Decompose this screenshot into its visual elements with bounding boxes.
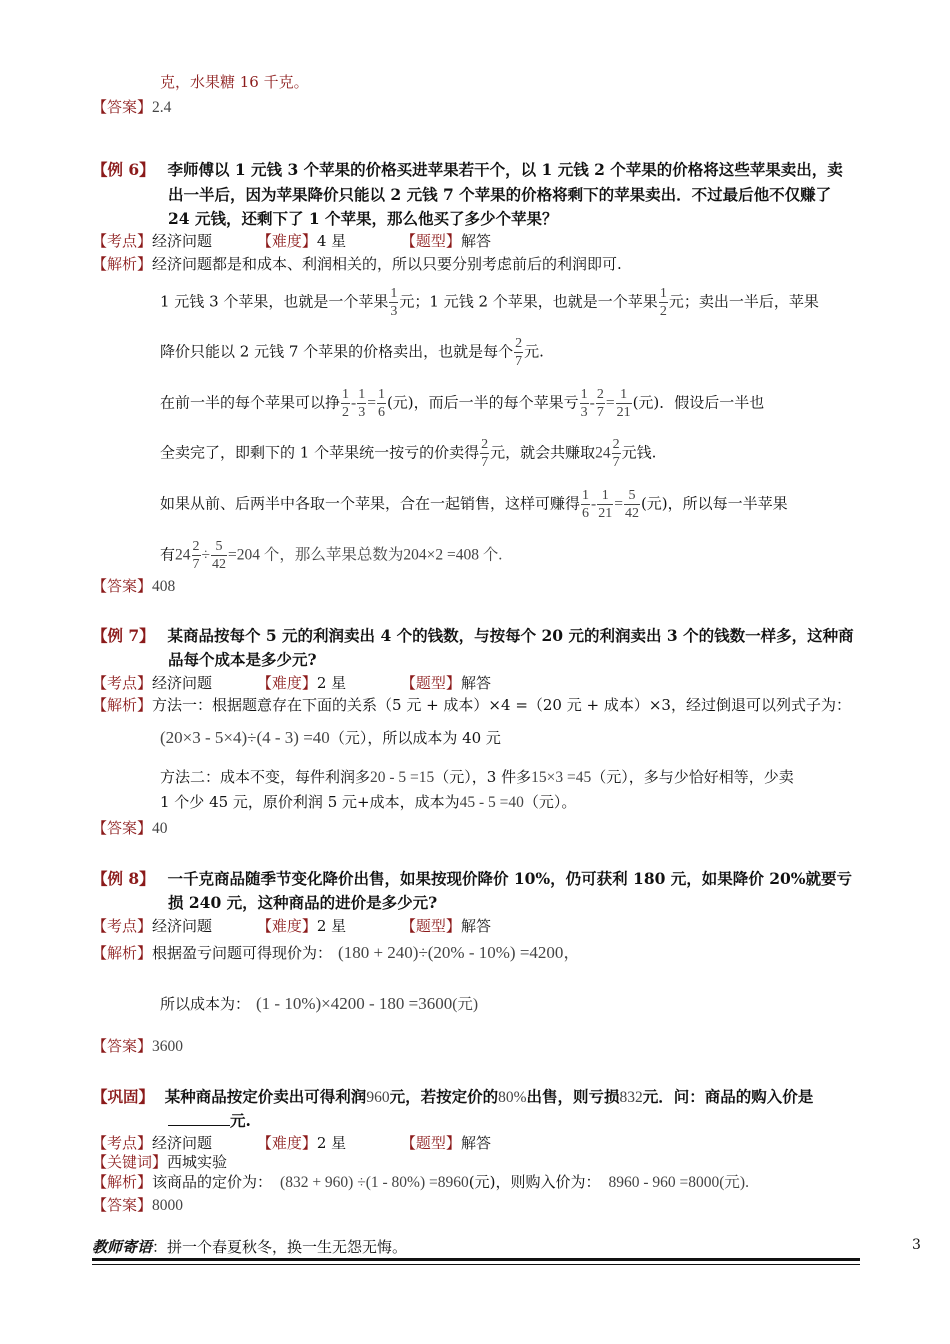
example-7 [92,626,854,646]
meta-value: 解答 [460,232,491,250]
footer-quote [92,1236,860,1257]
answer-row [92,576,175,597]
example-6 [92,160,843,180]
continued-text: 克，水果糖 16 千克。 [160,73,309,91]
question-line: 出一半后，因为苹果降价只能以 2 元钱 7 个苹果的价格将剩下的苹果卖出．不过最后他不仅赚了 [168,185,832,204]
question-line: 某商品按每个 5 元的利润卖出 4 个的钱数，与按每个 20 元的利润卖出 3 个的钱数一样多，这种商 [167,626,854,645]
meta-value: 4 星 [316,232,347,250]
meta-row: 【考点】经济问题 【难度】2 星 【题型】解答 [92,1134,491,1152]
question-line: 损 240 元，这种商品的进价是多少元? [168,893,438,912]
answer-row: 【答案】3600 [92,1037,184,1055]
question-line: 李师傅以 1 元钱 3 个苹果的价格买进苹果若干个，以 1 元钱 2 个苹果的价格将这些苹果卖出，卖 [167,160,843,179]
analysis-row: 【解析】方法一：根据题意存在下面的关系（5 元 + 成本）×4 =（20 元 + 成本）×3，经过倒退可以列式子为： [92,696,851,714]
example-tag: 【例 7】 [92,626,155,645]
analysis-text: 经济问题都是和成本、利润相关的，所以只要分别考虑前后的利润即可. [152,255,622,273]
meta-row [92,231,491,251]
example-8: 【例 8】 一千克商品随季节变化降价出售，如果按现价降价 10%，仍可获利 180 元，如果降价 20%就要亏 [92,869,853,888]
meta-tag: 【考点】 [92,232,153,250]
analysis-text: 有24 $\frac{2}{7}$ ÷ $\frac{5}{42}$ =204 个，那么苹果总数为204×2 =408 个. [160,539,503,572]
analysis-text: 所以成本为： (1 - 10%)×4200 - 180 =3600(元) [160,994,479,1013]
analysis-text: (20×3 - 5×4)÷(4 - 3) =40（元），所以成本为 40 元 [160,728,501,747]
analysis-row: 【解析】该商品的定价为： (832 + 960) ÷(1 - 80%) =8960(元)，则购入价为： 8960 - 960 =8000(元). [92,1173,749,1191]
analysis-text: 方法二：成本不变，每件利润多20 - 5 =15（元），3 件多15×3 =45（元），多与少恰好相等，少卖 [160,768,794,786]
answer-row: 【答案】8000 [92,1196,184,1214]
answer-row: 【答案】40 [92,819,168,837]
meta-tag: 【题型】 [400,232,461,250]
analysis-tag: 【解析】 [92,255,153,273]
page-number: 3 [912,1237,921,1253]
meta-row: 【考点】经济问题 【难度】2 星 【题型】解答 [92,917,491,935]
analysis-text: 1 个少 45 元，原价利润 5 元+成本，成本为45 - 5 =40（元）。 [160,793,577,811]
answer-value: 2.4 [152,99,172,116]
question-line: 24 元钱，还剩下了 1 个苹果，那么他买了多少个苹果？ [168,209,558,228]
analysis-row: 【解析】根据盈亏问题可得现价为： (180 + 240)÷(20% - 10%) =4200， [92,943,581,962]
example-tag: 【例 6】 [92,160,155,179]
analysis-text: 降价只能以 2 元钱 7 个苹果的价格卖出，也就是每个 $\frac{2}{7}$ 元. [160,336,544,369]
answer-blank [168,1111,230,1126]
question-line: 品每个成本是多少元? [168,650,317,669]
meta-row: 【考点】经济问题 【难度】2 星 【题型】解答 [92,674,491,692]
consolidation: 【巩固】 某种商品按定价卖出可得利润960元，若按定价的80%出售，则亏损832元．问：商品的购入价是 [92,1087,814,1106]
answer-tag: 【答案】 [92,577,153,595]
footer-rule [92,1258,860,1261]
analysis-text: 全卖完了，即剩下的 1 个苹果统一按亏的价卖得 $\frac{2}{7}$ 元，就会共赚取24 $\frac{2}{7}$ 元钱. [160,437,657,470]
footer-text: ：拼一个春夏秋冬，换一生无怨无悔。 [152,1238,408,1256]
answer-tag: 【答案】 [92,98,153,116]
meta-tag: 【难度】 [256,232,317,250]
question-line: 元. [168,1111,251,1131]
footer-rule-thin [92,1264,860,1265]
keyword-row: 【关键词】西城实验 [92,1153,228,1171]
analysis-row [92,254,622,274]
footer-label: 教师寄语 [92,1238,153,1256]
analysis-text: 1 元钱 3 个苹果，也就是一个苹果 $\frac{1}{3}$ 元；1 元钱 2 个苹果，也就是一个苹果 $\frac{1}{2}$ 元；卖出一半后，苹果 [160,286,819,319]
answer-row [92,97,171,118]
analysis-text: 如果从前、后两半中各取一个苹果，合在一起销售，这样可赚得 $\frac{1}{6}$ - $\frac{1}{21}$ = $\frac{5}{42}$ (元)，所以每一半苹果 [160,488,788,521]
analysis-text: 在前一半的每个苹果可以挣 $\frac{1}{2}$ - $\frac{1}{3}$ = $\frac{1}{6}$ (元)，而后一半的每个苹果亏 $\frac{1}{3}$ - $\frac{2}{7}$ = $\frac{1}{21}$ (元)．假设后一半也 [160,387,765,420]
meta-value: 经济问题 [152,232,213,250]
answer-value: 408 [152,578,176,595]
